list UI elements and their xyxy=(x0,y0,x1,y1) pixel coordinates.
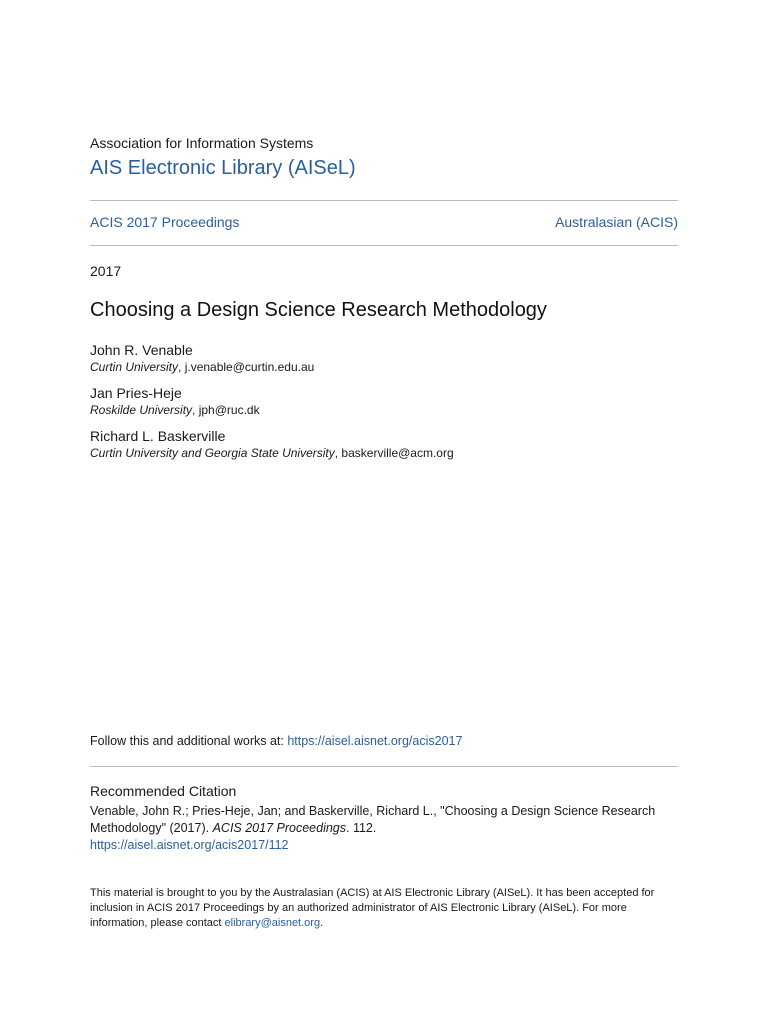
citation-text: Venable, John R.; Pries-Heje, Jan; and Baskerville, Richard L., "Choosing a Design Science Research Methodology" (2017). xyxy=(90,804,656,835)
footer-notice xyxy=(90,886,678,931)
paper-title: Choosing a Design Science Research Methodology xyxy=(90,299,547,321)
follow-line xyxy=(90,734,462,748)
author-name: Jan Pries-Heje xyxy=(90,385,182,401)
divider xyxy=(90,766,678,767)
citation-body xyxy=(90,803,678,854)
author-entry xyxy=(90,342,454,375)
affiliation-name: Roskilde University xyxy=(90,403,193,417)
author-email: , j.venable@curtin.edu.au xyxy=(178,360,315,374)
breadcrumb xyxy=(90,214,678,230)
contact-email-link[interactable]: elibrary@aisnet.org xyxy=(224,917,321,929)
author-name: John R. Venable xyxy=(90,342,193,358)
citation-heading: Recommended Citation xyxy=(90,783,237,799)
citation-proceedings: ACIS 2017 Proceedings xyxy=(212,821,346,835)
footer-text: This material is brought to you by the Australasian (ACIS) at AIS Electronic Library (AISeL). It has been accepted for inclusion in ACIS 2017 Proceedings by an authorized administrator of AIS Electronic Library (AISeL). For more information, please contact xyxy=(90,887,655,929)
citation-number: . 112. xyxy=(346,821,377,835)
publication-year: 2017 xyxy=(90,263,122,279)
affiliation-name: Curtin University xyxy=(90,360,179,374)
author-name: Richard L. Baskerville xyxy=(90,428,226,444)
footer-end: . xyxy=(320,917,324,929)
proceedings-link[interactable]: ACIS 2017 Proceedings xyxy=(90,214,240,230)
author-affiliation xyxy=(90,445,454,461)
author-entry xyxy=(90,385,454,418)
author-affiliation xyxy=(90,359,454,375)
author-entry xyxy=(90,428,454,461)
library-link[interactable]: AIS Electronic Library (AISeL) xyxy=(90,157,356,179)
region-link[interactable]: Australasian (ACIS) xyxy=(555,214,678,230)
divider xyxy=(90,245,678,246)
author-list xyxy=(90,342,454,471)
cover-page xyxy=(90,0,678,1024)
author-email: , jph@ruc.dk xyxy=(192,403,260,417)
author-affiliation xyxy=(90,402,454,418)
citation-link[interactable]: https://aisel.aisnet.org/acis2017/112 xyxy=(90,838,289,852)
collection-link[interactable]: https://aisel.aisnet.org/acis2017 xyxy=(287,734,463,748)
author-email: , baskerville@acm.org xyxy=(334,446,454,460)
divider xyxy=(90,200,678,201)
affiliation-name: Curtin University and Georgia State University xyxy=(90,446,335,460)
organization-name: Association for Information Systems xyxy=(90,135,314,151)
follow-text: Follow this and additional works at: xyxy=(90,734,288,748)
